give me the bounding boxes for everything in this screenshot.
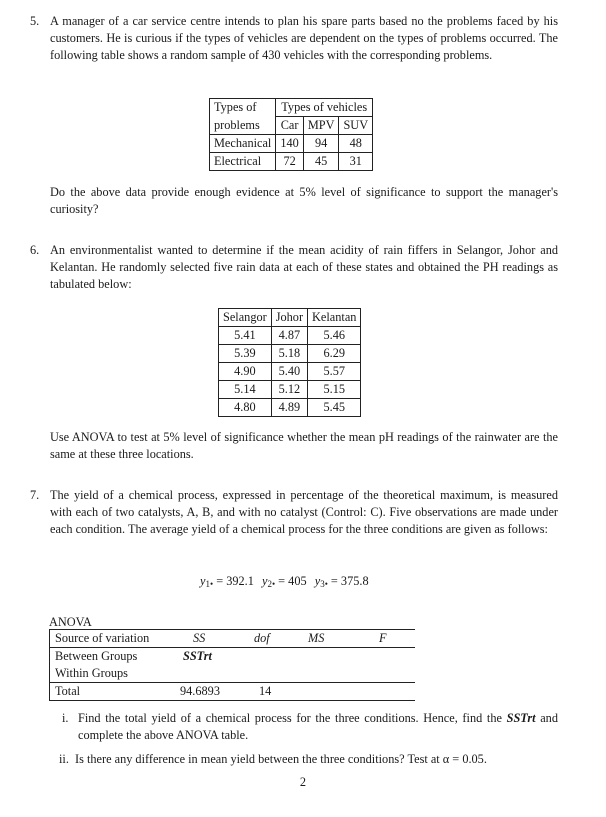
anova-header: F	[379, 631, 387, 645]
table-cell: 5.18	[271, 345, 307, 363]
column-header: Johor	[271, 309, 307, 327]
part-text: Find the total yield of a chemical process for the three conditions. Hence, find the	[78, 711, 502, 725]
column-header: MPV	[303, 117, 339, 135]
anova-bottom-rule	[49, 700, 415, 701]
row-label: Electrical	[210, 153, 276, 171]
table-cell: 140	[276, 135, 303, 153]
table-cell: 4.90	[219, 363, 272, 381]
page-number: 2	[299, 775, 307, 789]
question-6	[30, 242, 558, 293]
question-text: A manager of a car service centre intends to plan his spare parts based no the problems faced by his customers. He is curious if the types of vehicles are dependent on the types of problems occurred. The following table shows a random sample of 430 vehicles with the corresponding problems.	[50, 14, 558, 62]
mean-1: $y_{1•} = 392.1$	[200, 574, 254, 589]
table-cell: 72	[276, 153, 303, 171]
part-number: ii.	[59, 752, 69, 766]
table-row	[210, 135, 373, 153]
table-row	[49, 648, 415, 665]
corner-header-line1: Types of	[210, 99, 276, 117]
table-cell: 5.14	[219, 381, 272, 399]
anova-source: Within Groups	[55, 666, 128, 680]
group-header: Types of vehicles	[276, 99, 373, 117]
table-row	[49, 683, 415, 700]
corner-header-line2: problems	[210, 117, 276, 135]
anova-header: MS	[308, 631, 325, 645]
table-cell: 48	[339, 135, 373, 153]
mean-2: $y_{2•} = 405$	[261, 574, 307, 589]
table-cell: 5.46	[308, 327, 361, 345]
question-text: The yield of a chemical process, expressed in percentage of the theoretical maximum, is measured with each of two catalysts, A, B, and with no catalyst (Control: C). Five observations are made under each condition. The average yield of a chemical process for the three conditions are given as follows:	[50, 488, 558, 536]
table-cell: 4.80	[219, 399, 272, 417]
anova-header: SS	[193, 631, 206, 645]
anova-source: Total	[55, 684, 81, 698]
table-row	[219, 363, 361, 381]
table-cell: 4.89	[271, 399, 307, 417]
part-text: Is there any difference in mean yield between the three conditions? Test at α = 0.05.	[75, 752, 487, 766]
question-7	[30, 487, 558, 538]
anova-ss: SSTrt	[183, 649, 212, 663]
anova-header-row	[49, 630, 415, 647]
table-row	[49, 665, 415, 682]
table-cell: 94	[303, 135, 339, 153]
table-cell: 5.40	[271, 363, 307, 381]
part-number: i.	[62, 711, 69, 725]
table-row	[219, 399, 361, 417]
question-5-prompt	[30, 184, 558, 218]
question-5	[30, 13, 558, 64]
anova-source: Between Groups	[55, 649, 138, 663]
group-means	[200, 573, 369, 593]
table-row	[219, 327, 361, 345]
anova-ss: 94.6893	[180, 684, 220, 698]
question-prompt: Do the above data provide enough evidence at 5% level of significance to support the manager's curiosity?	[50, 185, 558, 216]
table-row	[210, 153, 373, 171]
table-cell: 5.45	[308, 399, 361, 417]
column-header: Selangor	[219, 309, 272, 327]
question-6-prompt	[30, 429, 558, 463]
table-cell: 6.29	[308, 345, 361, 363]
anova-header: Source of variation	[55, 631, 150, 645]
table-cell: 5.15	[308, 381, 361, 399]
anova-header: dof	[254, 631, 270, 645]
table-row	[219, 381, 361, 399]
part-text-cont: and complete the above ANOVA table.	[78, 711, 558, 742]
question-number: 6.	[30, 243, 40, 257]
column-header: Kelantan	[308, 309, 361, 327]
part-ii	[59, 751, 558, 768]
table-cell: 5.57	[308, 363, 361, 381]
table-row	[219, 345, 361, 363]
part-i	[62, 710, 558, 744]
ph-readings-table	[218, 308, 361, 417]
table-cell: 45	[303, 153, 339, 171]
table-cell: 31	[339, 153, 373, 171]
question-number: 5.	[30, 14, 40, 28]
table-cell: 5.39	[219, 345, 272, 363]
table-cell: 4.87	[271, 327, 307, 345]
question-prompt: Use ANOVA to test at 5% level of significance whether the mean pH readings of the rainwater are the same at these three locations.	[50, 430, 558, 461]
anova-dof: 14	[259, 684, 272, 698]
vehicle-problem-table	[209, 98, 373, 171]
table-cell: 5.12	[271, 381, 307, 399]
column-header: SUV	[339, 117, 373, 135]
row-label: Mechanical	[210, 135, 276, 153]
mean-3: $y_{3•} = 375.8$	[314, 574, 369, 589]
question-text: An environmentalist wanted to determine if the mean acidity of rain fiffers in Selangor, Johor and Kelantan. He randomly selected five rain data at each of these states and obtained the PH readings as tabulated below:	[50, 243, 558, 291]
table-cell: 5.41	[219, 327, 272, 345]
part-bold-term: SSTrt	[506, 711, 536, 725]
column-header: Car	[276, 117, 303, 135]
anova-title: ANOVA	[49, 615, 92, 629]
question-number: 7.	[30, 488, 40, 502]
